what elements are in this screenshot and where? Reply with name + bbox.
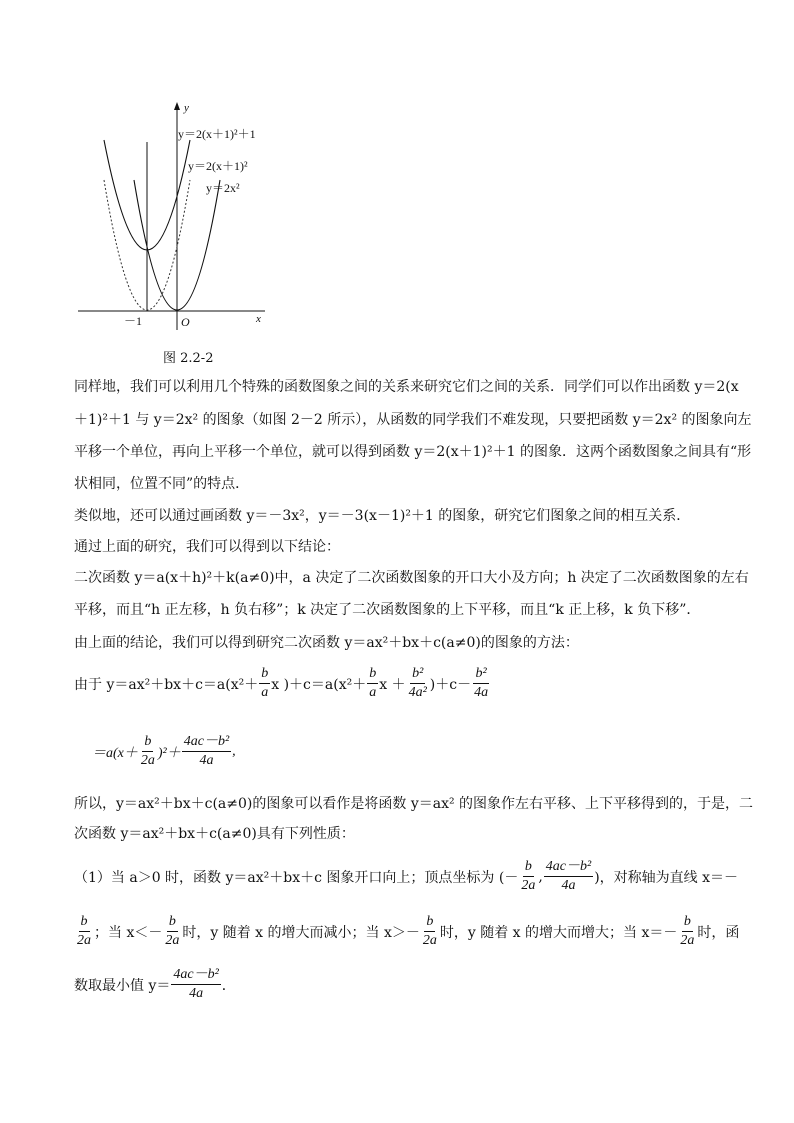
para2: 类似地，还可以通过画函数 y＝－3x²，y＝－3(x－1)²＋1 的图象，研究它们图象之间的相互关系．: [74, 508, 691, 524]
para6-line2: 次函数 y＝ax²＋bx＋c(a≠0)具有下列性质：: [74, 826, 355, 842]
prop1-frac3: $\frac{b}{2a}$: [422, 914, 437, 948]
prop1-t3: 时，y 随着 x 的增大而增大；当 x＝－: [439, 924, 678, 941]
eq2-frac2: $\frac{\text{4ac－b²}}{4a}$: [183, 734, 230, 768]
para4-line2: 平移，而且“h 正左移，h 负右移”；k 决定了二次函数图象的上下平移，而且“k 正上移，k 负下移”．: [74, 602, 701, 618]
prop1-line2: [74, 913, 739, 950]
eq1-mid1: x )＋c＝a(x²＋: [271, 676, 367, 693]
prop1-line1: [74, 858, 738, 895]
para3: 通过上面的研究，我们可以得到以下结论：: [74, 539, 340, 555]
eq2-suffix: ,: [232, 743, 236, 759]
prop1-axis-frac: $\frac{b}{2a}$: [77, 914, 91, 948]
para5: 由上面的结论，我们可以得到研究二次函数 y＝ax²＋bx＋c(a≠0)的图象的方法：: [74, 635, 579, 651]
para1-line2: ＋1)²＋1 与 y＝2x² 的图象（如图 2－2 所示），从函数的同学我们不难发现，只要把函数 y＝2x² 的图象向左: [74, 412, 752, 428]
eq1-frac1: $\frac{b}{a}$: [261, 666, 269, 700]
eq1-mid3: )＋c－: [429, 676, 472, 693]
eq1-frac3: $\frac{\text{b²}}{\text{4a²}}$: [408, 666, 427, 700]
prop1-t4: 时，函: [697, 924, 740, 941]
prop1-vertex-x: $\frac{b}{2a}$: [521, 859, 536, 893]
figure-caption: 图 2.2-2: [163, 351, 214, 366]
prop1-t2: 时，y 随着 x 的增大而减小；当 x＞－: [182, 924, 420, 941]
eq1-prefix: 由于 y＝ax²＋bx＋c＝a(x²＋: [74, 676, 259, 693]
prop1-text2: )，对称轴为直线 x＝－: [594, 869, 739, 886]
prop1-frac2: $\frac{b}{2a}$: [165, 914, 180, 948]
prop1-text1: （1）当 a＞0 时，函数 y＝ax²＋bx＋c 图象开口向上；顶点坐标为 (－: [74, 869, 519, 886]
para1-line1: 同样地，我们可以利用几个特殊的函数图象之间的关系来研究它们之间的关系．同学们可以作出函数 y＝2(x: [74, 379, 739, 395]
label-curve1: y＝2(x＋1)²＋1: [178, 127, 256, 141]
equation-2: [92, 733, 236, 770]
y-axis-label: y: [184, 102, 189, 114]
para6-line1: 所以，y＝ax²＋bx＋c(a≠0)的图象可以看作是将函数 y＝ax² 的图象作左右平移、上下平移得到的，于是，二: [74, 796, 754, 812]
para4-line1: 二次函数 y＝a(x＋h)²＋k(a≠0)中，a 决定了二次函数图象的开口大小及方向；h 决定了二次函数图象的左右: [74, 570, 749, 586]
prop1-frac4: $\frac{b}{2a}$: [680, 914, 695, 948]
prop1-vertex-y: $\frac{\text{4ac－b²}}{4a}$: [545, 859, 592, 893]
prop1-t1: ；当 x＜－: [94, 924, 163, 941]
tick-neg1: －1: [124, 314, 143, 328]
label-curve2: y＝2(x＋1)²: [188, 159, 248, 173]
x-axis-label: x: [256, 313, 261, 325]
prop1-l3-suffix: ．: [221, 977, 236, 994]
prop1-line3: [74, 966, 236, 1003]
prop1-l3-prefix: 数取最小值 y＝: [74, 977, 171, 994]
para1-line4: 状相同，位置不同”的特点．: [74, 476, 250, 492]
eq1-frac4: $\frac{\text{b²}}{4a}$: [474, 666, 489, 700]
y-axis-arrow: [174, 102, 180, 110]
label-curve3: y＝2x²: [206, 181, 240, 195]
origin-label: O: [181, 315, 190, 329]
equation-1: [74, 665, 491, 702]
prop1-comma: ,: [538, 868, 543, 885]
eq2-prefix: ＝a(x＋: [92, 745, 138, 761]
para1-line3: 平移一个单位，再向上平移一个单位，就可以得到函数 y＝2(x＋1)²＋1 的图象．这两个函数图象之间具有“形: [74, 444, 752, 460]
eq1-frac2: $\frac{b}{a}$: [369, 666, 377, 700]
parabola-figure: [70, 100, 290, 340]
eq2-mid: )²＋: [157, 745, 181, 761]
eq2-frac1: $\frac{b}{2a}$: [140, 734, 155, 768]
prop1-min-frac: $\frac{\text{4ac－b²}}{4a}$: [173, 967, 219, 1001]
eq1-mid2: x ＋: [379, 676, 406, 693]
